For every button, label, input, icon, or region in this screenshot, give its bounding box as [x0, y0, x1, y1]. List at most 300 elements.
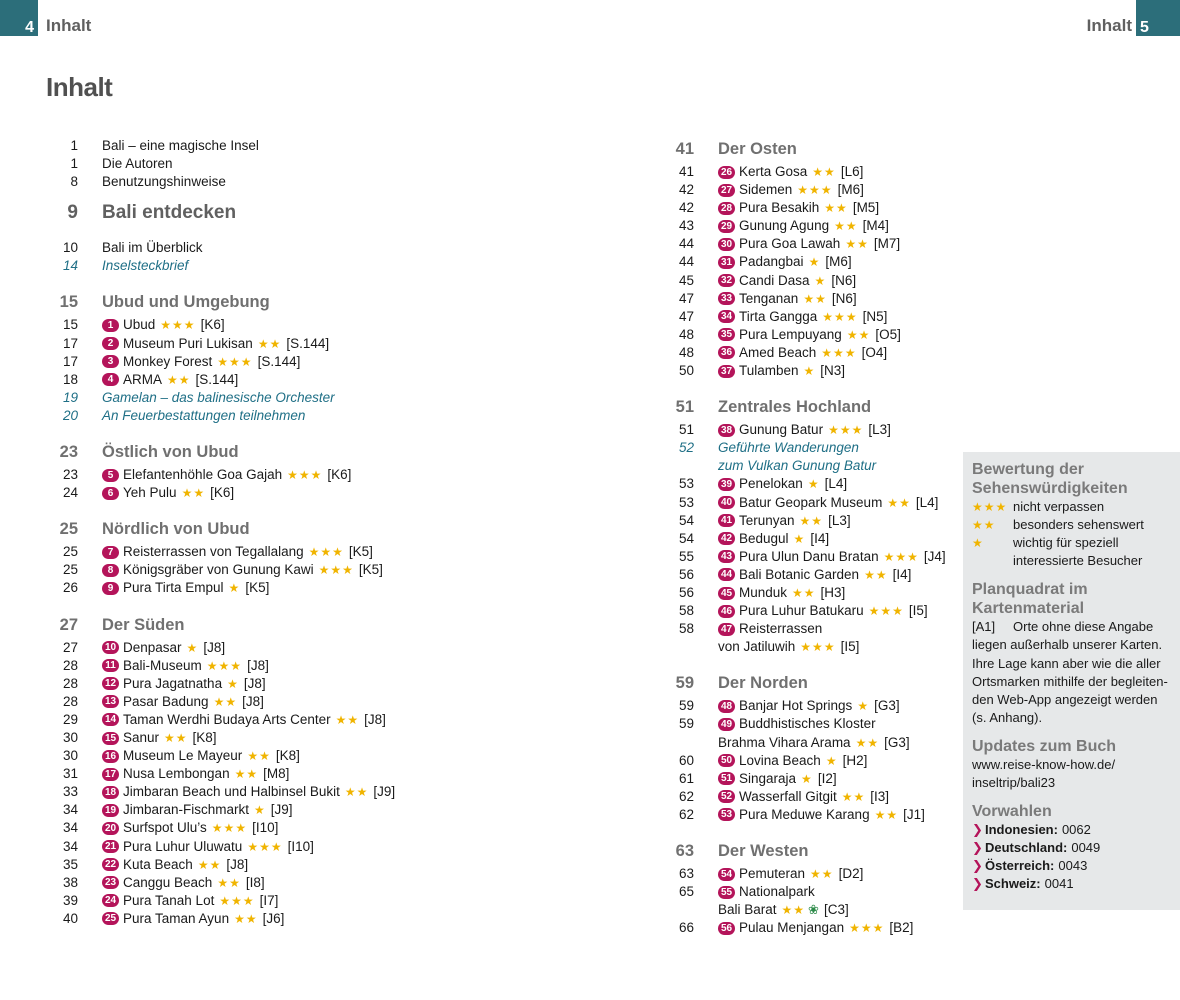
toc-sight[interactable]: [656, 865, 961, 883]
toc-sight[interactable]: [40, 579, 600, 597]
toc-section[interactable]: [40, 288, 600, 316]
map-grid-ref: [I8]: [245, 874, 265, 890]
map-grid-ref: [M4]: [862, 218, 889, 234]
map-grid-ref: [N3]: [820, 363, 846, 379]
map-grid-ref: [M6]: [837, 182, 864, 198]
sight-name: Bali Barat: [718, 902, 777, 918]
toc-sight[interactable]: [40, 892, 600, 910]
sight-number-badge: 56: [718, 922, 735, 935]
sight-number-badge: 48: [718, 700, 735, 713]
toc-page: 8: [70, 174, 78, 190]
toc-sight[interactable]: [656, 362, 961, 380]
toc-left-column: [40, 137, 600, 928]
map-grid-ref: [J8]: [243, 675, 266, 691]
toc-page: 26: [62, 580, 78, 596]
toc-title: Östlich von Ubud: [102, 443, 239, 462]
sight-number-badge: 39: [718, 478, 735, 491]
star-rating-icon: ★★: [845, 237, 869, 252]
star-rating-icon: ★★: [257, 336, 282, 351]
dial-code-item: [972, 875, 1172, 893]
map-grid-ref: [M6]: [825, 254, 852, 270]
map-grid-ref: [G3]: [874, 698, 900, 714]
toc-sight[interactable]: [40, 371, 600, 389]
sight-name: Kuta Beach: [123, 856, 193, 872]
sight-number-badge: 34: [718, 310, 735, 323]
toc-title: Geführte Wanderungen: [718, 440, 859, 456]
toc-sight[interactable]: [656, 584, 961, 602]
nature-leaf-icon: ❀: [808, 902, 819, 918]
toc-page: 23: [62, 467, 78, 483]
map-grid-ref: [K8]: [192, 729, 217, 745]
sight-name: von Jatiluwih: [718, 639, 796, 655]
toc-page: 59: [675, 674, 694, 693]
map-grid-ref: [N5]: [862, 308, 888, 324]
toc-sight[interactable]: [40, 819, 600, 837]
toc-sight[interactable]: [656, 548, 961, 566]
sight-number-badge: 53: [718, 808, 735, 821]
chevron-right-icon: ❯: [972, 822, 983, 838]
grid-text-line: liegen außerhalb unserer Karten.: [972, 637, 1163, 653]
star-rating-icon: ★★★: [800, 640, 836, 655]
sight-name: Brahma Vihara Arama: [718, 734, 851, 750]
toc-entry[interactable]: [40, 389, 600, 407]
map-grid-ref: [J8]: [203, 639, 226, 655]
dial-code: 0062: [1061, 822, 1091, 838]
sight-number-badge: 16: [102, 750, 119, 763]
toc-page: 50: [678, 363, 694, 379]
sight-number-badge: 2: [102, 337, 119, 350]
toc-sight[interactable]: [40, 675, 600, 693]
map-grid-ref: [S.144]: [195, 371, 239, 387]
map-grid-ref: [J8]: [247, 657, 269, 673]
star-rating-icon: ★★★: [211, 821, 248, 836]
toc-page: 42: [678, 182, 694, 198]
sight-name: Pura Besakih: [739, 200, 820, 216]
star-rating-icon: ★★: [834, 219, 858, 234]
sight-number-badge: 47: [718, 623, 735, 636]
toc-page: 55: [678, 548, 694, 564]
toc-title: Die Autoren: [102, 156, 173, 172]
toc-page: 34: [62, 838, 78, 854]
sight-number-badge: 31: [718, 256, 735, 269]
toc-title: Der Norden: [718, 674, 808, 693]
toc-section[interactable]: [40, 611, 600, 639]
star-rating-icon: ★★: [810, 867, 834, 881]
sight-number-badge: 43: [718, 550, 735, 563]
toc-page: 52: [678, 440, 694, 456]
sight-number-badge: 45: [718, 587, 735, 600]
toc-entry[interactable]: [40, 137, 600, 155]
map-grid-ref: [I7]: [259, 892, 279, 908]
toc-sight[interactable]: [656, 308, 961, 326]
toc-sight[interactable]: [656, 919, 961, 937]
toc-sight[interactable]: [656, 181, 961, 199]
sight-name: Reisterrassen von Tegallalang: [123, 544, 304, 560]
toc-sight[interactable]: [40, 543, 600, 561]
map-grid-ref: [D2]: [838, 866, 864, 881]
sight-name: Taman Werdhi Budaya Arts Center: [123, 711, 331, 727]
toc-sight[interactable]: [40, 561, 600, 579]
rating-legend-item: [972, 534, 1172, 570]
star-rating-icon: ★: [227, 676, 239, 691]
toc-page: 38: [62, 874, 78, 890]
map-grid-ref: [K5]: [348, 544, 373, 560]
sight-name: Nusa Lembongan: [123, 766, 230, 782]
sight-number-badge: 44: [718, 568, 735, 581]
sight-number-badge: 9: [102, 582, 119, 595]
map-grid-ref: [K6]: [327, 467, 352, 483]
toc-entry-continued: [656, 457, 961, 475]
map-grid-ref: [L4]: [915, 494, 939, 510]
sight-name: Kerta Gosa: [739, 164, 808, 179]
toc-page: 48: [678, 326, 694, 342]
toc-page: 62: [678, 806, 694, 822]
star-rating-icon: ★★: [864, 567, 888, 582]
toc-section[interactable]: [40, 515, 600, 543]
toc-section[interactable]: [656, 135, 961, 163]
toc-entry[interactable]: [40, 239, 600, 257]
toc-sight[interactable]: [656, 272, 961, 290]
sight-number-badge: 8: [102, 564, 119, 577]
map-grid-ref: [K5]: [358, 562, 383, 578]
map-grid-ref: [O5]: [875, 326, 901, 342]
toc-sight[interactable]: [656, 199, 961, 217]
sight-name: Pura Lempuyang: [739, 326, 842, 342]
toc-sight[interactable]: [656, 326, 961, 344]
toc-page: 31: [62, 766, 78, 782]
toc-page: 25: [59, 520, 78, 539]
sight-name: Wasserfall Gitgit: [739, 788, 837, 804]
star-rating-icon: ★★★: [206, 658, 243, 673]
toc-sight[interactable]: [656, 602, 961, 620]
sight-name: Königsgräber von Gunung Kawi: [123, 562, 314, 578]
star-rating-icon: ★: [803, 364, 816, 379]
sight-number-badge: 22: [102, 858, 119, 871]
rating-legend-item: [972, 516, 1172, 534]
map-grid-ref: [C3]: [823, 902, 849, 918]
toc-sight[interactable]: [40, 747, 600, 765]
toc-page: 35: [62, 856, 78, 872]
toc-title: Der Osten: [718, 140, 797, 158]
toc-sight[interactable]: [656, 697, 961, 715]
star-rating-icon: ★★: [213, 694, 238, 709]
sight-number-badge: 4: [102, 373, 119, 386]
toc-entry[interactable]: [40, 257, 600, 275]
toc-entry[interactable]: [656, 439, 961, 457]
toc-section[interactable]: [656, 669, 961, 697]
toc-page: 18: [62, 371, 78, 387]
vorwahlen-title: Vorwahlen: [972, 803, 1052, 821]
updates-link-line[interactable]: inseltrip/bali23: [972, 775, 1056, 791]
toc-sight[interactable]: [40, 353, 600, 371]
rating-legend-label: nicht verpassen: [1013, 499, 1105, 514]
toc-sight[interactable]: [656, 788, 961, 806]
dial-code-item: [972, 821, 1172, 839]
star-rating-icon: ★★★: [247, 839, 283, 854]
sight-number-badge: 14: [102, 713, 119, 726]
sight-number-badge: 38: [718, 424, 735, 437]
star-rating-icon: ★★: [167, 372, 191, 387]
sight-name: Lovina Beach: [739, 752, 821, 768]
toc-page: 34: [62, 820, 78, 836]
toc-page: 25: [62, 544, 78, 560]
toc-title: Ubud und Umgebung: [102, 293, 270, 312]
sight-number-badge: 54: [718, 868, 735, 881]
grid-text-line: Ihre Lage kann aber wie die aller: [972, 655, 1161, 671]
sight-name: Batur Geopark Museum: [739, 494, 883, 510]
star-rating-icon: ★★★: [219, 893, 255, 908]
star-rating-icon: ★: [857, 699, 870, 714]
sight-name: Bedugul: [739, 530, 789, 546]
toc-sight[interactable]: [656, 163, 961, 181]
toc-sight[interactable]: [40, 910, 600, 928]
toc-page: 30: [62, 729, 78, 745]
sight-number-badge: 33: [718, 292, 735, 305]
sight-number-badge: 36: [718, 346, 735, 359]
star-rating-icon: ★★: [181, 486, 206, 501]
toc-page: 58: [678, 621, 694, 637]
toc-sight[interactable]: [40, 316, 600, 334]
toc-sight[interactable]: [40, 693, 600, 711]
star-rating-icon: ★: [801, 771, 813, 786]
toc-sight[interactable]: [40, 484, 600, 502]
sight-number-badge: 50: [718, 754, 735, 767]
sight-name: Ubud: [123, 317, 156, 333]
rating-legend-label: wichtig für speziell: [1013, 535, 1119, 551]
toc-sight[interactable]: [656, 421, 961, 439]
page-title: Inhalt: [46, 72, 113, 102]
sight-name: Sanur: [123, 729, 160, 745]
sight-name: Pura Goa Lawah: [739, 236, 841, 252]
sight-number-badge: 5: [102, 469, 119, 482]
sight-name: Terunyan: [739, 512, 795, 528]
toc-sight[interactable]: [656, 494, 961, 512]
toc-sight[interactable]: [656, 235, 961, 253]
toc-sight-continued: [656, 638, 961, 656]
sight-number-badge: 40: [718, 496, 735, 509]
toc-sight[interactable]: [656, 752, 961, 770]
toc-title: Gamelan – das balinesische Orchester: [102, 389, 335, 405]
toc-section[interactable]: [40, 438, 600, 466]
toc-sight[interactable]: [656, 512, 961, 530]
toc-entry[interactable]: [40, 407, 600, 425]
toc-sight[interactable]: [656, 290, 961, 308]
sight-name: Gunung Agung: [739, 218, 830, 234]
sight-number-badge: 7: [102, 546, 119, 559]
sight-name: Pasar Badung: [123, 693, 209, 709]
map-grid-ref: [I10]: [252, 820, 279, 836]
sight-name: Surfspot Ulu’s: [123, 820, 207, 836]
sight-name: Tenganan: [739, 290, 799, 306]
toc-sight[interactable]: [40, 335, 600, 353]
sight-name: Penelokan: [739, 476, 803, 492]
rating-title-line2: Sehenswürdigkeiten: [972, 480, 1128, 497]
sight-number-badge: 51: [718, 772, 735, 785]
star-rating-icon: ★★: [841, 789, 866, 804]
map-grid-ref: [M7]: [873, 236, 901, 252]
toc-entry[interactable]: [40, 173, 600, 191]
map-grid-ref: [J8]: [364, 711, 386, 727]
star-rating-icon: ★: [254, 803, 266, 818]
star-rating-icon: ★★: [234, 911, 258, 926]
toc-sight[interactable]: [656, 770, 961, 788]
toc-sight[interactable]: [40, 801, 600, 819]
toc-sight[interactable]: [40, 466, 600, 484]
toc-sight[interactable]: [656, 566, 961, 584]
toc-page: 63: [678, 866, 694, 881]
sight-name: Canggu Beach: [123, 874, 213, 890]
toc-page: 25: [62, 562, 78, 578]
toc-page: 28: [62, 693, 78, 709]
map-grid-ref: [K5]: [245, 580, 270, 596]
running-title-left: Inhalt: [46, 16, 92, 35]
toc-page: 66: [678, 920, 694, 936]
toc-sight[interactable]: [656, 883, 961, 901]
star-rating-icon: ★★★: [160, 318, 196, 333]
star-rating-icon: ★★: [887, 495, 911, 510]
map-grid-ref: [I5]: [840, 639, 860, 655]
toc-sight[interactable]: [656, 253, 961, 271]
sight-name: Padangbai: [739, 254, 804, 270]
toc-page: 30: [62, 748, 78, 764]
sight-name: Nationalpark: [739, 884, 815, 900]
sight-name: Jimbaran-Fischmarkt: [123, 802, 250, 818]
toc-page: 41: [675, 140, 694, 158]
toc-sight[interactable]: [40, 657, 600, 675]
toc-sight[interactable]: [40, 639, 600, 657]
toc-page: 17: [62, 353, 78, 369]
toc-sight[interactable]: [40, 783, 600, 801]
map-grid-ref: [L3]: [868, 422, 891, 438]
star-rating-icon: ★: [814, 273, 827, 288]
chevron-right-icon: ❯: [972, 876, 983, 892]
sight-name: Pura Luhur Batukaru: [739, 603, 864, 619]
star-rating-icon: ★★★: [821, 345, 857, 360]
rating-title-line1: Bewertung der: [972, 461, 1085, 478]
toc-sight[interactable]: [656, 620, 961, 638]
star-rating-icon: ★★★: [883, 549, 919, 564]
toc-title: Der Süden: [102, 615, 185, 634]
page-number-right: 5: [1136, 0, 1180, 36]
sight-number-badge: 26: [718, 166, 735, 179]
sight-name: Sidemen: [739, 182, 793, 198]
sight-name: Pulau Menjangan: [739, 920, 845, 936]
toc-page: 63: [675, 842, 694, 860]
toc-section[interactable]: [656, 393, 961, 421]
sight-number-badge: 10: [102, 641, 119, 654]
toc-page: 44: [678, 236, 694, 252]
map-grid-ref: [H3]: [820, 584, 846, 600]
map-grid-ref: [I4]: [810, 530, 830, 546]
star-rating-icon: ★★: [792, 585, 816, 600]
sight-name: Tirta Gangga: [739, 308, 818, 324]
rating-legend-label: interessierte Besucher: [1013, 553, 1143, 569]
star-rating-icon: ★★: [972, 518, 996, 533]
sight-number-badge: 29: [718, 220, 735, 233]
dial-code: 0049: [1071, 840, 1101, 856]
sight-name: ARMA: [123, 371, 163, 387]
star-rating-icon: ★★: [824, 201, 848, 216]
toc-page: 24: [62, 485, 78, 501]
star-rating-icon: ★★: [335, 712, 360, 727]
toc-entry[interactable]: [40, 155, 600, 173]
toc-sight[interactable]: [40, 765, 600, 783]
toc-sight[interactable]: [656, 530, 961, 548]
toc-page: 53: [678, 476, 694, 492]
sight-name: Elefantenhöhle Goa Gajah: [123, 467, 283, 483]
map-grid-ref: [I2]: [817, 770, 837, 786]
toc-page: 60: [678, 752, 694, 768]
sight-name: Monkey Forest: [123, 353, 213, 369]
grid-text-line: den Web-App angezeigt werden: [972, 691, 1158, 707]
country-name: Indonesien:: [985, 822, 1058, 838]
sight-number-badge: 41: [718, 514, 735, 527]
toc-sight[interactable]: [40, 874, 600, 892]
dial-code-item: [972, 857, 1172, 875]
toc-page: 51: [678, 422, 694, 438]
toc-sight[interactable]: [656, 344, 961, 362]
toc-section[interactable]: [656, 837, 961, 865]
toc-sight[interactable]: [40, 838, 600, 856]
sight-name: Pura Luhur Uluwatu: [123, 838, 243, 854]
toc-page: 56: [678, 584, 694, 600]
map-grid-ref: [I5]: [908, 603, 928, 619]
star-rating-icon: ★★: [799, 513, 824, 528]
map-grid-ref: [J9]: [270, 802, 293, 818]
sight-name: Pura Meduwe Karang: [739, 806, 870, 822]
toc-page: 47: [678, 308, 694, 324]
map-grid-ref: [O4]: [861, 344, 888, 360]
sight-name: Bali-Museum: [123, 657, 202, 673]
toc-page: 48: [678, 344, 694, 360]
toc-sight[interactable]: [656, 806, 961, 824]
toc-sight[interactable]: [40, 729, 600, 747]
toc-title: Der Westen: [718, 842, 809, 860]
toc-page: 54: [678, 512, 694, 528]
toc-page: 65: [678, 884, 694, 900]
sight-number-badge: 35: [718, 328, 735, 341]
sight-number-badge: 27: [718, 184, 735, 197]
sight-number-badge: 3: [102, 355, 119, 368]
sight-number-badge: 37: [718, 365, 735, 378]
toc-right-column: [656, 135, 961, 937]
star-rating-icon: ★: [808, 255, 821, 270]
sight-number-badge: 28: [718, 202, 735, 215]
toc-page: 10: [62, 240, 78, 256]
sight-name: Gunung Batur: [739, 422, 824, 438]
toc-sight[interactable]: [656, 715, 961, 733]
map-grid-ref: [H2]: [842, 752, 868, 768]
toc-sight[interactable]: [656, 217, 961, 235]
updates-link-line[interactable]: www.reise-know-how.de/: [972, 756, 1116, 772]
dial-code: 0043: [1058, 858, 1088, 874]
toc-sight[interactable]: [656, 475, 961, 493]
sight-name: Candi Dasa: [739, 272, 810, 288]
updates-title: Updates zum Buch: [972, 737, 1117, 755]
sight-name: Museum Le Mayeur: [123, 748, 243, 764]
map-grid-ref: [I4]: [892, 566, 912, 582]
toc-sight[interactable]: [40, 856, 600, 874]
toc-sight[interactable]: [40, 711, 600, 729]
toc-page: 47: [678, 290, 694, 306]
toc-page: 9: [67, 202, 78, 224]
toc-chapter[interactable]: [40, 197, 600, 229]
map-grid-ref: [J8]: [226, 856, 249, 872]
country-name: Österreich:: [985, 858, 1055, 874]
toc-page: 28: [62, 657, 78, 673]
star-rating-icon: ★★★: [849, 921, 885, 936]
toc-page: 59: [678, 716, 694, 732]
